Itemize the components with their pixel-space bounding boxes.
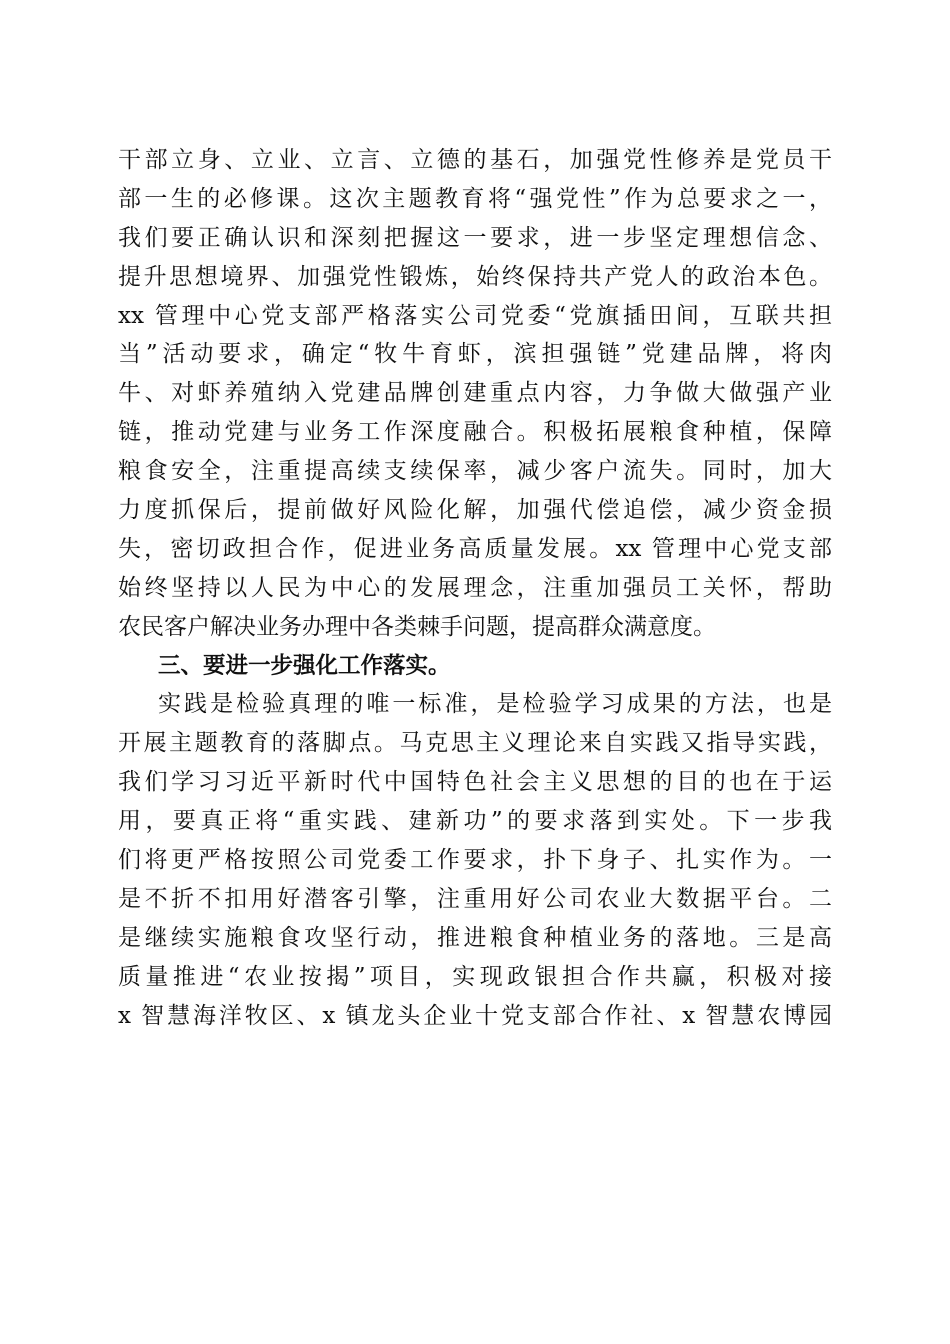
text-line: 开展主题教育的落脚点。马克思主义理论来自实践又指导实践， (118, 730, 832, 757)
text-line: 提升思想境界、加强党性锻炼，始终保持共产党人的政治本色。 (118, 263, 832, 290)
text-line: 干部立身、立业、立言、立德的基石，加强党性修养是党员干 (118, 147, 832, 173)
text-line: 们将更严格按照公司党委工作要求，扑下身子、扎实作为。一 (118, 847, 832, 874)
text-line: 我们学习习近平新时代中国特色社会主义思想的目的也在于运 (118, 769, 832, 796)
text-line: 粮食安全，注重提高续支续保率，减少客户流失。同时，加大 (118, 458, 832, 485)
text-line: x 智慧海洋牧区、x 镇龙头企业十党支部合作社、x 智慧农博园 (118, 1002, 832, 1029)
text-line: 是不折不扣用好潜客引擎，注重用好公司农业大数据平台。二 (118, 885, 832, 912)
paragraph-work-implementation (118, 685, 832, 1035)
text-line: 是继续实施粮食攻坚行动，推进粮食种植业务的落地。三是高 (118, 924, 832, 951)
text-line: 牛、对虾养殖纳入党建品牌创建重点内容，力争做大做强产业 (118, 380, 832, 407)
text-line: xx 管理中心党支部严格落实公司党委“党旗插田间，互联共担 (118, 302, 832, 329)
text-line: 实践是检验真理的唯一标准，是检验学习成果的方法，也是 (158, 691, 832, 718)
document-body (118, 141, 832, 1035)
section-heading: 三、要进一步强化工作落实。 (158, 652, 451, 679)
text-line: 链，推动党建与业务工作深度融合。积极拓展粮食种植，保障 (118, 419, 832, 446)
text-line: 用，要真正将“重实践、建新功”的要求落到实处。下一步我 (118, 808, 832, 835)
paragraph-party-spirit (118, 141, 832, 647)
text-line: 农民客户解决业务办理中各类棘手问题，提高群众满意度。 (118, 613, 716, 640)
text-line: 失，密切政担合作，促进业务高质量发展。xx 管理中心党支部 (118, 535, 832, 562)
text-line: 始终坚持以人民为中心的发展理念，注重加强员工关怀，帮助 (118, 574, 832, 601)
text-line: 部一生的必修课。这次主题教育将“强党性”作为总要求之一， (118, 185, 832, 212)
text-line: 当”活动要求，确定“牧牛育虾，滨担强链”党建品牌，将肉 (118, 341, 832, 368)
text-line: 质量推进“农业按揭”项目，实现政银担合作共赢，积极对接 (118, 963, 832, 990)
text-line: 力度抓保后，提前做好风险化解，加强代偿追偿，减少资金损 (118, 497, 832, 524)
text-line: 我们要正确认识和深刻把握这一要求，进一步坚定理想信念、 (118, 224, 832, 251)
